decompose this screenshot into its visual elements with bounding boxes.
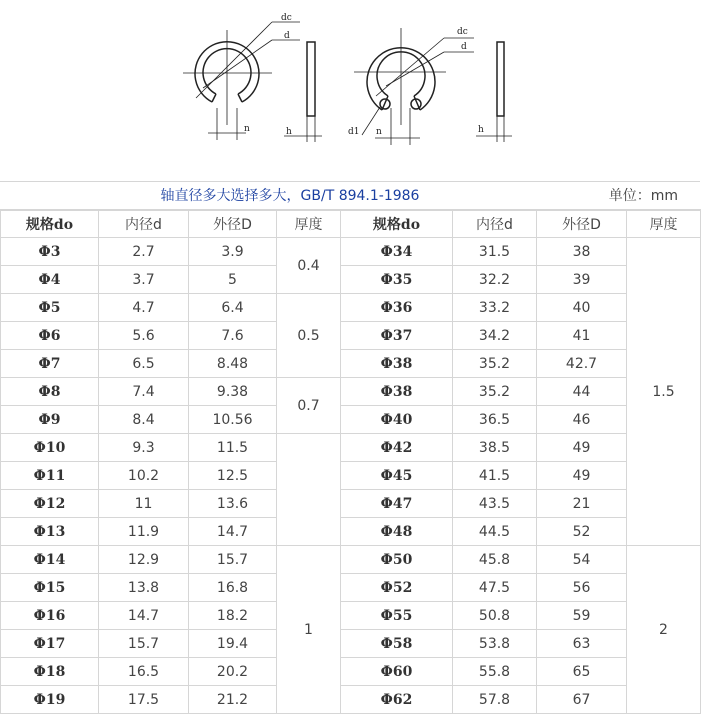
inner-diameter-cell: 36.5	[453, 406, 537, 434]
outer-diameter-cell: 20.2	[189, 658, 277, 686]
outer-diameter-cell: 13.6	[189, 490, 277, 518]
inner-diameter-cell: 35.2	[453, 378, 537, 406]
inner-diameter-cell: 2.7	[99, 238, 189, 266]
table-row	[1, 574, 701, 602]
outer-diameter-cell: 14.7	[189, 518, 277, 546]
label-d: d	[284, 31, 290, 41]
outer-diameter-cell: 21.2	[189, 686, 277, 714]
outer-diameter-cell: 40	[537, 294, 627, 322]
spec-cell: Φ42	[341, 434, 453, 462]
thickness-cell: 2	[627, 546, 701, 714]
spec-cell: Φ17	[1, 630, 99, 658]
outer-diameter-cell: 11.5	[189, 434, 277, 462]
outer-diameter-cell: 63	[537, 630, 627, 658]
table-row	[1, 462, 701, 490]
inner-diameter-cell: 15.7	[99, 630, 189, 658]
header-spec-right: 规格do	[341, 210, 453, 238]
spec-cell: Φ37	[341, 322, 453, 350]
inner-diameter-cell: 16.5	[99, 658, 189, 686]
header-outer-left: 外径D	[189, 210, 277, 238]
inner-diameter-cell: 44.5	[453, 518, 537, 546]
label-h: h	[286, 127, 292, 137]
spec-cell: Φ55	[341, 602, 453, 630]
table-row	[1, 546, 701, 574]
spec-cell: Φ58	[341, 630, 453, 658]
outer-diameter-cell: 52	[537, 518, 627, 546]
inner-diameter-cell: 10.2	[99, 462, 189, 490]
inner-diameter-cell: 11.9	[99, 518, 189, 546]
inner-diameter-cell: 31.5	[453, 238, 537, 266]
spec-cell: Φ47	[341, 490, 453, 518]
inner-diameter-cell: 32.2	[453, 266, 537, 294]
outer-diameter-cell: 65	[537, 658, 627, 686]
spec-table	[0, 209, 701, 714]
inner-diameter-cell: 14.7	[99, 602, 189, 630]
spec-cell: Φ11	[1, 462, 99, 490]
outer-diameter-cell: 56	[537, 574, 627, 602]
spec-cell: Φ38	[341, 350, 453, 378]
retaining-ring-diagram	[0, 0, 701, 181]
table-row	[1, 518, 701, 546]
header-inner-left: 内径d	[99, 210, 189, 238]
table-row	[1, 322, 701, 350]
inner-diameter-cell: 17.5	[99, 686, 189, 714]
inner-diameter-cell: 50.8	[453, 602, 537, 630]
inner-diameter-cell: 8.4	[99, 406, 189, 434]
spec-cell: Φ3	[1, 238, 99, 266]
spec-cell: Φ45	[341, 462, 453, 490]
spec-cell: Φ6	[1, 322, 99, 350]
header-spec-left: 规格do	[1, 210, 99, 238]
inner-diameter-cell: 13.8	[99, 574, 189, 602]
table-row	[1, 350, 701, 378]
table-title: 轴直径多大选择多大，GB/T 894.1-1986	[160, 188, 420, 204]
inner-diameter-cell: 33.2	[453, 294, 537, 322]
inner-diameter-cell: 3.7	[99, 266, 189, 294]
inner-diameter-cell: 45.8	[453, 546, 537, 574]
outer-diameter-cell: 41	[537, 322, 627, 350]
inner-diameter-cell: 5.6	[99, 322, 189, 350]
outer-diameter-cell: 7.6	[189, 322, 277, 350]
inner-diameter-cell: 4.7	[99, 294, 189, 322]
outer-diameter-cell: 44	[537, 378, 627, 406]
table-row	[1, 238, 701, 266]
spec-cell: Φ12	[1, 490, 99, 518]
spec-cell: Φ9	[1, 406, 99, 434]
outer-diameter-cell: 42.7	[537, 350, 627, 378]
spec-cell: Φ14	[1, 546, 99, 574]
header-thickness-right: 厚度	[627, 210, 701, 238]
table-body	[1, 238, 701, 714]
inner-diameter-cell: 6.5	[99, 350, 189, 378]
header-thickness-left: 厚度	[277, 210, 341, 238]
inner-diameter-cell: 11	[99, 490, 189, 518]
spec-cell: Φ4	[1, 266, 99, 294]
inner-diameter-cell: 35.2	[453, 350, 537, 378]
outer-diameter-cell: 19.4	[189, 630, 277, 658]
spec-cell: Φ13	[1, 518, 99, 546]
outer-diameter-cell: 38	[537, 238, 627, 266]
spec-cell: Φ35	[341, 266, 453, 294]
inner-diameter-cell: 7.4	[99, 378, 189, 406]
label-n-2: n	[376, 127, 382, 137]
title-row	[0, 181, 700, 211]
outer-diameter-cell: 49	[537, 462, 627, 490]
table-row	[1, 630, 701, 658]
outer-diameter-cell: 6.4	[189, 294, 277, 322]
thickness-cell: 1	[277, 546, 341, 714]
header-inner-right: 内径d	[453, 210, 537, 238]
outer-diameter-cell: 16.8	[189, 574, 277, 602]
outer-diameter-cell: 49	[537, 434, 627, 462]
label-d-2: d	[461, 42, 467, 52]
label-dc: dc	[281, 13, 292, 23]
table-row	[1, 490, 701, 518]
outer-diameter-cell: 18.2	[189, 602, 277, 630]
spec-cell: Φ10	[1, 434, 99, 462]
spec-cell: Φ19	[1, 686, 99, 714]
table-row	[1, 266, 701, 294]
label-d1: d1	[348, 127, 360, 137]
thickness-cell: 0.5	[277, 294, 341, 378]
outer-diameter-cell: 67	[537, 686, 627, 714]
outer-diameter-cell: 59	[537, 602, 627, 630]
ring1-side	[307, 42, 315, 116]
thickness-cell	[277, 434, 341, 546]
outer-diameter-cell: 15.7	[189, 546, 277, 574]
spec-cell: Φ48	[341, 518, 453, 546]
thickness-cell: 0.7	[277, 378, 341, 434]
outer-diameter-cell: 10.56	[189, 406, 277, 434]
table-row	[1, 658, 701, 686]
spec-cell: Φ8	[1, 378, 99, 406]
table-row	[1, 294, 701, 322]
spec-cell: Φ38	[341, 378, 453, 406]
inner-diameter-cell: 57.8	[453, 686, 537, 714]
outer-diameter-cell: 39	[537, 266, 627, 294]
table-row	[1, 406, 701, 434]
spec-cell: Φ34	[341, 238, 453, 266]
inner-diameter-cell: 38.5	[453, 434, 537, 462]
ring-drawings	[0, 0, 701, 181]
spec-cell: Φ7	[1, 350, 99, 378]
thickness-cell: 0.4	[277, 238, 341, 294]
outer-diameter-cell: 9.38	[189, 378, 277, 406]
table-header-row	[1, 210, 701, 238]
unit-label: 单位：mm	[608, 188, 678, 204]
table-row	[1, 602, 701, 630]
spec-cell: Φ18	[1, 658, 99, 686]
spec-cell: Φ36	[341, 294, 453, 322]
spec-cell: Φ52	[341, 574, 453, 602]
outer-diameter-cell: 46	[537, 406, 627, 434]
spec-cell: Φ40	[341, 406, 453, 434]
spec-cell: Φ15	[1, 574, 99, 602]
ring2-side	[497, 42, 504, 116]
inner-diameter-cell: 9.3	[99, 434, 189, 462]
inner-diameter-cell: 12.9	[99, 546, 189, 574]
outer-diameter-cell: 54	[537, 546, 627, 574]
inner-diameter-cell: 41.5	[453, 462, 537, 490]
header-outer-right: 外径D	[537, 210, 627, 238]
table-row	[1, 686, 701, 714]
spec-cell: Φ16	[1, 602, 99, 630]
outer-diameter-cell: 12.5	[189, 462, 277, 490]
spec-cell: Φ60	[341, 658, 453, 686]
table-row	[1, 434, 701, 462]
label-h-2: h	[478, 125, 484, 135]
label-n: n	[244, 124, 250, 134]
outer-diameter-cell: 8.48	[189, 350, 277, 378]
label-dc-2: dc	[457, 27, 468, 37]
thickness-cell: 1.5	[627, 238, 701, 546]
outer-diameter-cell: 3.9	[189, 238, 277, 266]
table-row	[1, 378, 701, 406]
inner-diameter-cell: 55.8	[453, 658, 537, 686]
spec-cell: Φ62	[341, 686, 453, 714]
inner-diameter-cell: 53.8	[453, 630, 537, 658]
outer-diameter-cell: 21	[537, 490, 627, 518]
spec-cell: Φ50	[341, 546, 453, 574]
inner-diameter-cell: 43.5	[453, 490, 537, 518]
inner-diameter-cell: 34.2	[453, 322, 537, 350]
spec-cell: Φ5	[1, 294, 99, 322]
outer-diameter-cell: 5	[189, 266, 277, 294]
inner-diameter-cell: 47.5	[453, 574, 537, 602]
